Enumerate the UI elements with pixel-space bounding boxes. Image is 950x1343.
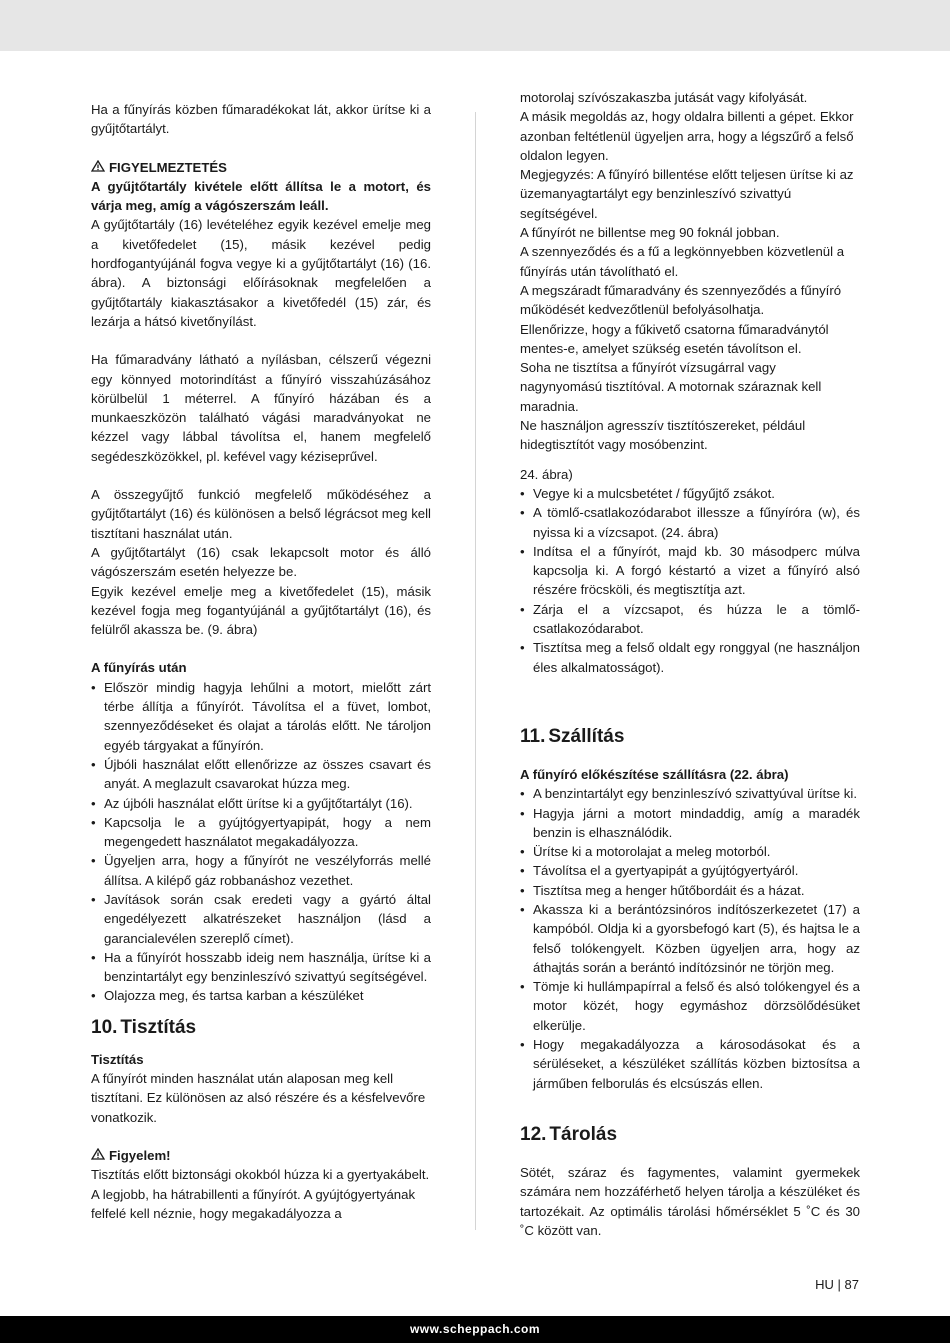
- list-item: • Távolítsa el a gyertyapipát a gyújtógyertyáról.: [520, 861, 860, 880]
- text-line: Ellenőrizze, hogy a fűkivető csatorna fűmaradványtól mentes-e, amelyet szükség esetén távolítson el.: [520, 321, 829, 356]
- section-11-heading: 11. Szállítás: [520, 725, 625, 747]
- left-column: [91, 100, 431, 1223]
- paragraph-residue: Ha fűmaradvány látható a nyílásban, célszerű végezni egy könnyed motorindítást a fűnyíró visszahúzásához körülbelül 1 méterrel. A fűnyíró házában és a munkaeszközön található vágási maradványokat ne kézzel vagy lábbal távolítsa el, hanem megfelelő segédeszközökkel, pl. kefével vagy kéziseprűvel.: [91, 352, 431, 464]
- list-item: • Hagyja járni a motort mindaddig, amíg a maradék benzin is elhasználódik.: [520, 804, 860, 843]
- footer-bar: [0, 1316, 950, 1343]
- top-bar: [0, 0, 950, 51]
- list-item: • Először mindig hagyja lehűlni a motort, mielőtt zárt térbe állítja a fűnyírót. Távolítsa el a füvet, lombot, szennyeződéseket és olajat a tárolás előtt. Ne tároljon egyéb tárgyakat a fűnyírón.: [91, 678, 431, 755]
- storage-paragraph: Sötét, száraz és fagymentes, valamint gyermekek számára nem hozzáférhető helyen tárolja a készüléket és tartozékait. Az optimális tárolási hőmérséklet 5 ˚C és 30 ˚C között van.: [520, 1164, 860, 1238]
- text-line: Ne használjon agresszív tisztítószereket, például hidegtisztítót vagy mosóbenzint.: [520, 418, 806, 453]
- figure-reference: 24. ábra): [520, 466, 573, 482]
- list-item: • Ha a fűnyírót hosszabb ideig nem használja, ürítse ki a benzintartályt egy benzinleszívó szivattyú segítségével.: [91, 948, 431, 987]
- paragraph-insert-collector: A gyűjtőtartályt (16) csak lekapcsolt motor és álló vágószerszám esetén helyezze be.: [91, 544, 431, 580]
- list-item: • A benzintartályt egy benzinleszívó szivattyúval ürítse ki.: [520, 784, 860, 803]
- list-item: • Javítások során csak eredeti vagy a gyártó által engedélyezett alkatrészeket használjon (lásd a garancialevélen szereplő címet).: [91, 890, 431, 948]
- list-item: • Akassza ki a berántózsinóros indítószerkezetet (17) a kampóból. Oldja ki a gyorsbefogó kart (5), és hajtsa le a felső tolókengyelt. Közben ügyeljen arra, hogy az áthajtás során a berántó indítózsinór ne törjön meg.: [520, 900, 860, 977]
- section-12-heading: 12. Tárolás: [520, 1123, 618, 1145]
- transport-subheading: A fűnyíró előkészítése szállításra (22. ábra): [520, 766, 789, 782]
- caution-heading: Figyelem!: [91, 1146, 431, 1165]
- text-line: A szennyeződés és a fű a legkönnyebben közvetlenül a fűnyírás után távolítható el.: [520, 244, 845, 279]
- hose-cleaning-list: [520, 484, 860, 677]
- warning-text: A gyűjtőtartály kivétele előtt állítsa le a motort, és várja meg, amíg a vágószerszám leáll.: [91, 178, 431, 214]
- list-item: • Tömje ki hullámpapírral a felső és alsó tolókengyel és a motor közét, hogy egymáshoz dörzsölődésüket elkerülje.: [520, 977, 860, 1035]
- warning-triangle-icon: [91, 1146, 106, 1165]
- caution-paragraph-2: A legjobb, ha hátrabillenti a fűnyírót. A gyújtógyertyának felfelé kell néznie, hogy megakadályozza a: [91, 1186, 416, 1221]
- transport-list: [520, 784, 860, 1093]
- list-item: • Vegye ki a mulcsbetétet / fűgyűjtő zsákot.: [520, 484, 860, 503]
- list-item: • Kapcsolja le a gyújtógyertyapipát, hogy a nem megengedett használatot megakadályozza.: [91, 813, 431, 852]
- cleaning-subheading: Tisztítás: [91, 1051, 144, 1067]
- list-item: • Hogy megakadályozza a károsodásokat és a sérüléseket, a készüléket szállítás közben biztosítsa a járműben felborulás és elcsúszás ellen.: [520, 1035, 860, 1093]
- text-line: A másik megoldás az, hogy oldalra billenti a gépet. Ekkor azonban feltétlenül ügyeljen arra, hogy a légszűrő a felső oldalon legyen.: [520, 109, 854, 163]
- section-10-heading: 10. Tisztítás: [91, 1016, 197, 1038]
- cleaning-paragraph: A fűnyírót minden használat után alaposan meg kell tisztítani. Ez különösen az alsó részére és a késfelvevőre vonatkozik.: [91, 1071, 426, 1125]
- list-item: • Ürítse ki a motorolajat a meleg motorból.: [520, 842, 860, 861]
- paragraph-empty-collector: Ha a fűnyírás közben fűmaradékokat lát, akkor ürítse ki a gyűjtőtartályt.: [91, 102, 431, 137]
- list-item: • Zárja el a vízcsapot, és húzza le a tömlő-csatlakozódarabot.: [520, 600, 860, 639]
- text-line: A megszáradt fűmaradvány és szennyeződés a fűnyíró működését kedvezőtlenül befolyásolhatja.: [520, 282, 842, 318]
- list-item: • Indítsa el a fűnyírót, majd kb. 30 másodperc múlva kapcsolja ki. A forgó késtartó a vizet a fűnyíró alsó részére fröcsköli, és megtisztítja azt.: [520, 542, 860, 600]
- paragraph-hang-collector: Egyik kezével emelje meg a kivetőfedelet (15), másik kezével fogja meg fogantyújánál a gyűjtőtartályt (16), és felülről akassza be. (9. ábra): [91, 583, 431, 638]
- paragraph-collect-function: A összegyűjtő funkció megfelelő működéséhez a gyűjtőtartályt (16) és különösen a belső légrácsot meg kell tisztítani használat után.: [91, 487, 431, 541]
- warning-triangle-icon: [91, 158, 106, 177]
- list-item: • Újbóli használat előtt ellenőrizze az összes csavart és anyát. A meglazult csavarokat húzza meg.: [91, 755, 431, 794]
- list-item: • Olajozza meg, és tartsa karban a készüléket: [91, 986, 431, 1005]
- text-line: A fűnyírót ne billentse meg 90 foknál jobban.: [520, 225, 780, 241]
- column-divider: [475, 112, 476, 1230]
- footer-url[interactable]: www.scheppach.com: [409, 1322, 541, 1336]
- after-mowing-heading: A fűnyírás után: [91, 660, 187, 676]
- list-item: • Tisztítsa meg a henger hűtőbordáit és a házat.: [520, 881, 860, 900]
- warning-heading: FIGYELMEZTETÉS: [91, 158, 431, 177]
- right-column: [520, 88, 860, 1240]
- text-line: Megjegyzés: A fűnyíró billentése előtt teljesen ürítse ki az üzemanyagtartályt egy benzinleszívó szivattyú segítségével.: [520, 167, 854, 221]
- list-item: • Az újbóli használat előtt ürítse ki a gyűjtőtartályt (16).: [91, 794, 431, 813]
- paragraph-remove-collector: A gyűjtőtartály (16) levételéhez egyik kezével emelje meg a kivetőfedelet (15), másik kezével pedig hordfogantyújánál fogva vegye ki a gyűjtőtartályt (16) (16. ábra). A biztonsági előírásoknak megfelelően a gyűjtőtartály kiakasztásakor a kivetőfedél (15) zár, és lezárja a hátsó kivetőnyílást.: [91, 217, 431, 329]
- after-mowing-list: [91, 678, 431, 1006]
- list-item: • A tömlő-csatlakozódarabot illessze a fűnyíróra (w), és nyissa ki a vízcsapot. (24. ábra): [520, 503, 860, 542]
- list-item: • Ügyeljen arra, hogy a fűnyírót ne veszélyforrás mellé állítsa. A kilépő gáz robbanáshoz vezethet.: [91, 851, 431, 890]
- caution-paragraph-1: Tisztítás előtt biztonsági okokból húzza ki a gyertyakábelt.: [91, 1167, 430, 1183]
- list-item: • Tisztítsa meg a felső oldalt egy ronggyal (ne használjon éles alkalmatosságot).: [520, 638, 860, 677]
- text-line: Soha ne tisztítsa a fűnyírót vízsugárral vagy nagynyomású tisztítóval. A motornak száraznak kell maradnia.: [520, 360, 822, 414]
- page-number: HU | 87: [815, 1277, 859, 1292]
- text-line: motorolaj szívószakaszba jutását vagy kifolyását.: [520, 90, 808, 105]
